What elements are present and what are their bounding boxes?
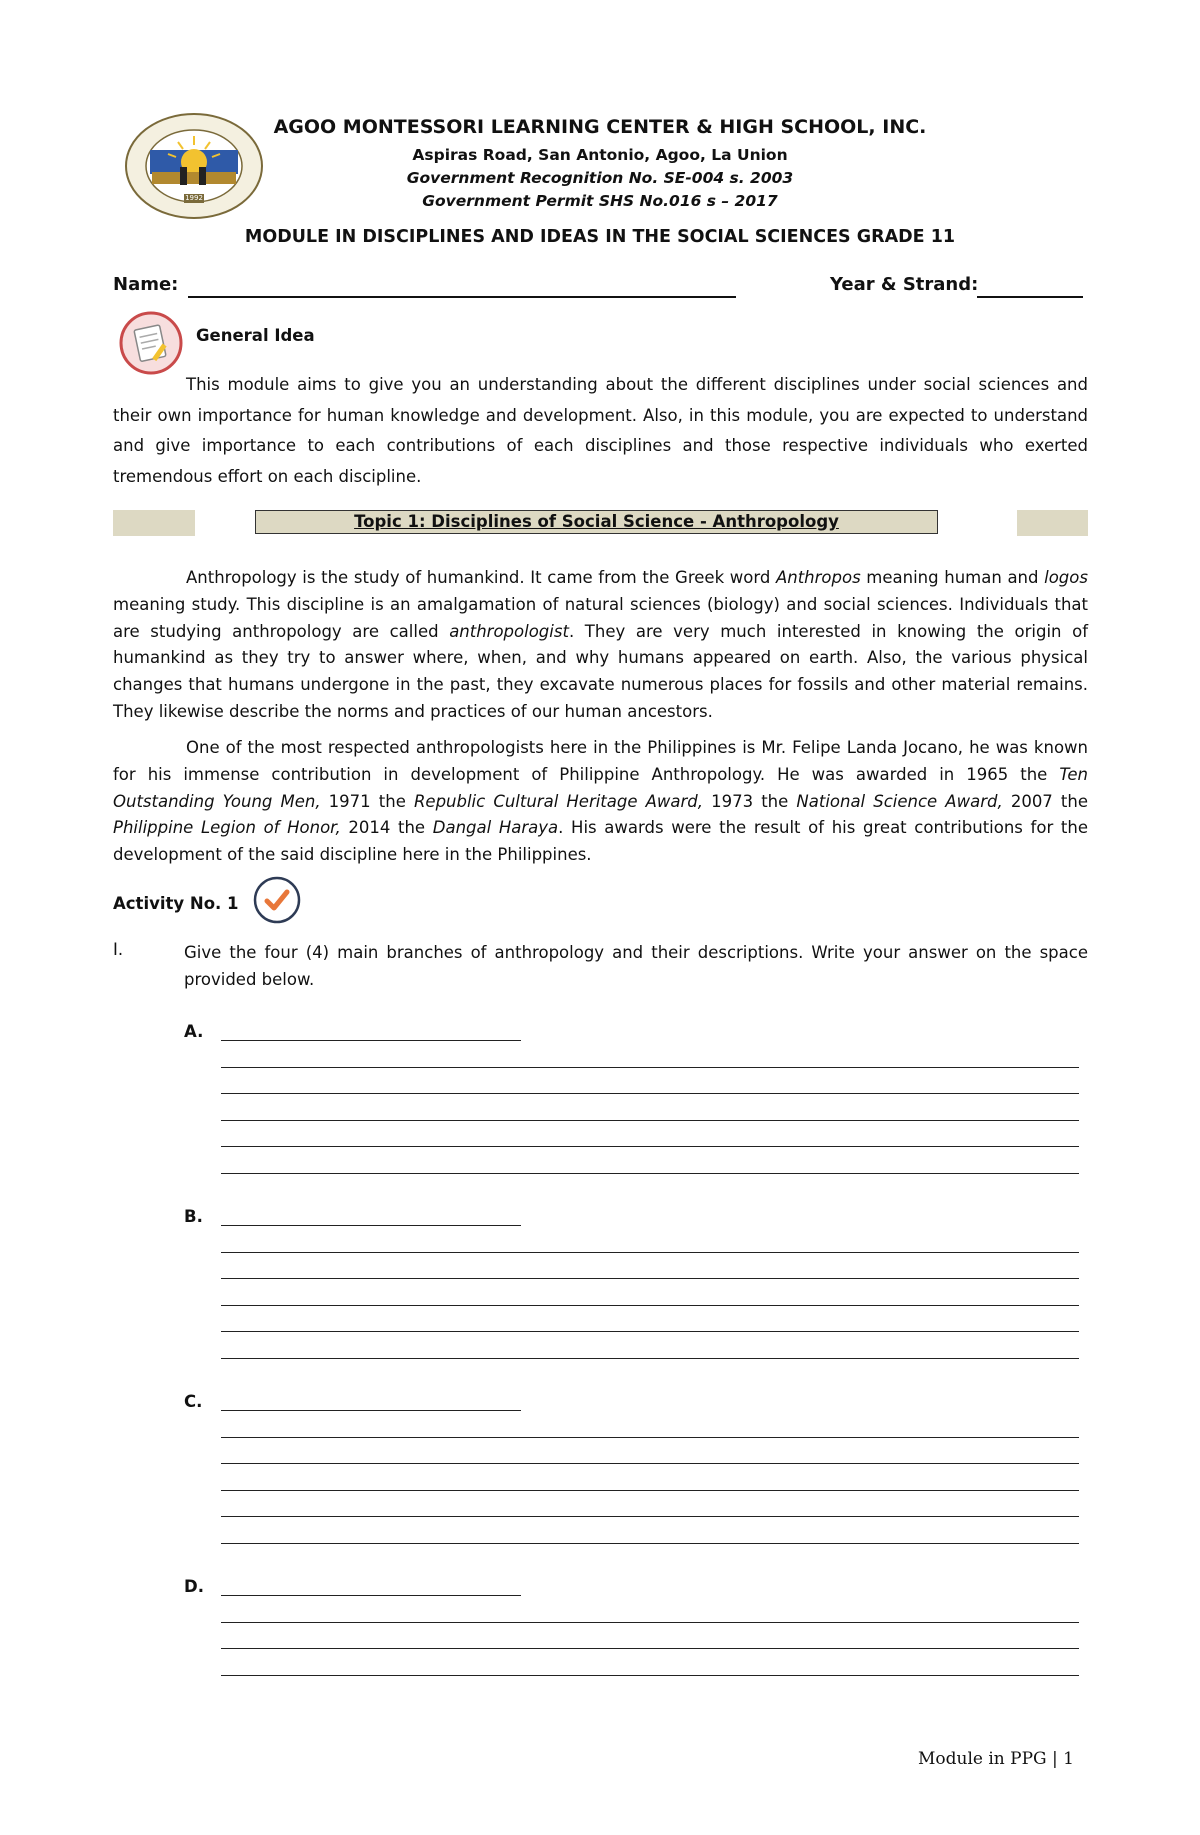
answer-b-line-5[interactable] <box>221 1358 1079 1359</box>
answer-a-line-5[interactable] <box>221 1173 1079 1174</box>
government-permit: Government Permit SHS No.016 s – 2017 <box>422 192 778 210</box>
answer-a-branch-line[interactable] <box>221 1040 521 1041</box>
answer-b-letter: B. <box>184 1207 203 1226</box>
answer-d-line-1[interactable] <box>221 1622 1079 1623</box>
answer-a-line-1[interactable] <box>221 1067 1079 1068</box>
answer-c-line-5[interactable] <box>221 1543 1079 1544</box>
answer-a-line-2[interactable] <box>221 1093 1079 1094</box>
school-name: AGOO MONTESSORI LEARNING CENTER & HIGH SCHOOL, INC. <box>273 116 927 138</box>
jocano-paragraph: One of the most respected anthropologists here in the Philippines is Mr. Felipe Landa Jocano, he was known for his immense contribution in development of Philippine Anthropology. He was awarded in 1965 the Ten Outstanding Young Men, 1971 the Republic Cultural Heritage Award, 1973 the National Science Award, 2007 the Philippine Legion of Honor, 2014 the Dangal Haraya. His awards were the result of his great contributions for the development of the said discipline here in the Philippines. <box>113 738 1088 865</box>
topic-band-left <box>113 510 195 536</box>
answer-b-line-1[interactable] <box>221 1252 1079 1253</box>
answer-d-line-3[interactable] <box>221 1675 1079 1676</box>
answer-c-letter: C. <box>184 1392 203 1411</box>
notepad-icon <box>118 310 184 376</box>
answer-c-line-1[interactable] <box>221 1437 1079 1438</box>
answer-d-line-2[interactable] <box>221 1648 1079 1649</box>
topic-title: Topic 1: Disciplines of Social Science - Anthropology <box>255 510 938 534</box>
answer-c-branch-line[interactable] <box>221 1410 521 1411</box>
topic-band-right <box>1017 510 1088 536</box>
school-address: Aspiras Road, San Antonio, Agoo, La Union <box>412 146 788 164</box>
logo-year: 1992 <box>185 194 203 202</box>
general-idea-paragraph: This module aims to give you an understanding about the different disciplines under social sciences and their own importance for human knowledge and development. Also, in this module, you are expected to understand and give importance to each contributions of each disciplines and those respective individuals who exerted tremendous effort on each discipline. <box>113 375 1088 486</box>
answer-c-line-2[interactable] <box>221 1463 1079 1464</box>
year-strand-field[interactable] <box>977 296 1083 298</box>
year-strand-label: Year & Strand: <box>830 274 979 295</box>
name-field[interactable] <box>188 296 736 298</box>
name-label: Name: <box>113 274 179 295</box>
activity-label: Activity No. 1 <box>113 894 239 913</box>
checkmark-icon <box>252 875 302 925</box>
answer-b-line-2[interactable] <box>221 1278 1079 1279</box>
activity-question: Give the four (4) main branches of anthropology and their descriptions. Write your answer on the space provided below. <box>184 943 1088 989</box>
government-recognition: Government Recognition No. SE-004 s. 2003 <box>406 169 794 187</box>
answer-d-letter: D. <box>184 1577 204 1596</box>
module-title: MODULE IN DISCIPLINES AND IDEAS IN THE SOCIAL SCIENCES GRADE 11 <box>244 227 956 247</box>
answer-a-line-3[interactable] <box>221 1120 1079 1121</box>
answer-b-branch-line[interactable] <box>221 1225 521 1226</box>
answer-d-branch-line[interactable] <box>221 1595 521 1596</box>
answer-c-line-4[interactable] <box>221 1516 1079 1517</box>
answer-a-line-4[interactable] <box>221 1146 1079 1147</box>
general-idea-label: General Idea <box>196 326 315 345</box>
page-footer: Module in PPG | 1 <box>918 1749 1074 1769</box>
answer-c-line-3[interactable] <box>221 1490 1079 1491</box>
answer-b-line-3[interactable] <box>221 1305 1079 1306</box>
answer-b-line-4[interactable] <box>221 1331 1079 1332</box>
item-number: I. <box>113 940 124 959</box>
anthropology-paragraph: Anthropology is the study of humankind. It came from the Greek word Anthropos meaning human and logos meaning study. This discipline is an amalgamation of natural sciences (biology) and social sciences. Individuals that are studying anthropology are called anthropologist. They are very much interested in knowing the origin of humankind as they try to answer where, when, and why humans appeared on earth. Also, the various physical changes that humans undergone in the past, they excavate numerous places for fossils and other material remains. They likewise describe the norms and practices of our human ancestors. <box>113 568 1089 721</box>
answer-a-letter: A. <box>184 1022 204 1041</box>
